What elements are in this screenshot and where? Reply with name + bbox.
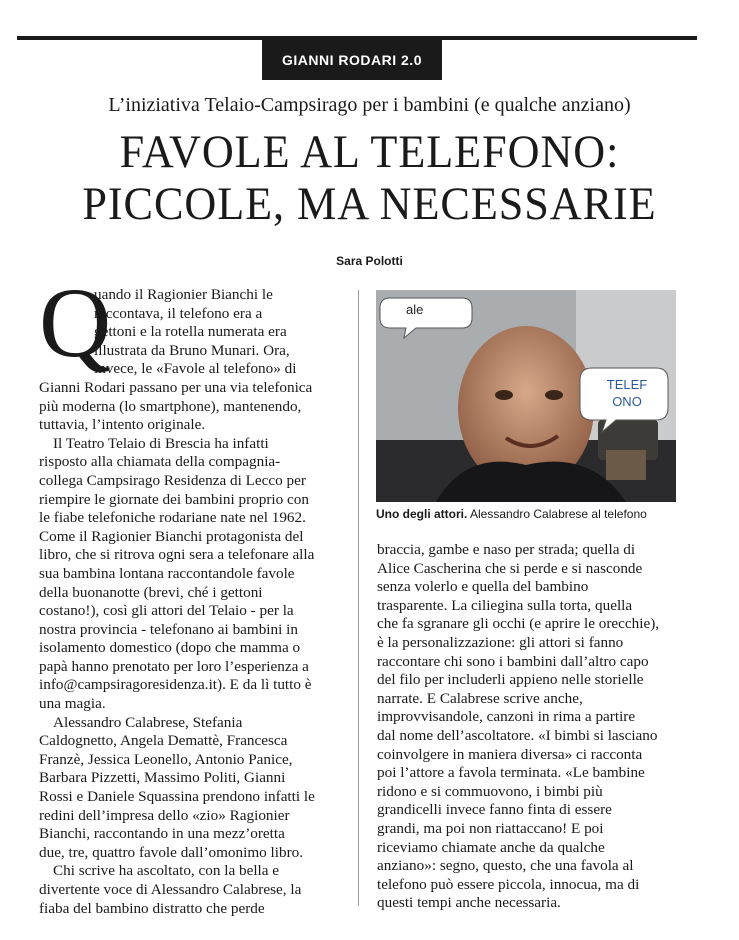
text-line: del filo per includerli appieno nelle storielle — [377, 671, 644, 689]
headline-line-1: FAVOLE AL TELEFONO: — [119, 126, 620, 178]
drop-cap: Q — [39, 267, 112, 378]
text-line: più moderna (lo smartphone), mantenendo, — [39, 397, 302, 415]
text-line: collega Campsirago Residenza di Lecco per — [39, 471, 306, 489]
text-line: divertente voce di Alessandro Calabrese, la — [39, 881, 302, 898]
text-line: è la personalizzazione: gli attori si fanno — [377, 633, 624, 651]
text-line: gettoni e la rotella numerata era — [94, 323, 287, 341]
text-line: Gianni Rodari passano per una via telefonica — [39, 378, 313, 396]
section-tag: GIANNI RODARI 2.0 — [262, 40, 442, 80]
text-line: braccia, gambe e naso per strada; quella di — [377, 541, 636, 558]
text-line: redini dell’impresa dello «zio» Ragionier — [39, 806, 290, 824]
text-line: coinvolgere in maniera diversa» ci racconta — [377, 745, 643, 763]
column-divider — [358, 290, 359, 906]
text-line: raccontare chi sono i bambini dall’altro capo — [377, 652, 649, 670]
photo-caption — [376, 507, 686, 521]
headline-line-2: PICCOLE, MA NECESSARIE — [82, 178, 657, 230]
text-line: nostra provincia - telefonano ai bambini in — [39, 620, 298, 638]
text-line: isolamento domestico (dopo che mamma o — [39, 639, 301, 657]
text-line: telefono può essere piccola, innocua, ma di — [377, 875, 640, 893]
text-line: sua bambina lontana raccontandole favole — [39, 564, 295, 582]
caption-text: Alessandro Calabrese al telefono — [467, 507, 647, 521]
text-line: che fa sgranare gli occhi (e aprire le orecchie), — [377, 615, 660, 633]
text-line: Il Teatro Telaio di Brescia ha infatti — [53, 434, 269, 452]
text-line: Come il Ragionier Bianchi protagonista del — [39, 527, 304, 545]
text-line: le fiabe telefoniche rodariane nate nel 1962. — [39, 509, 306, 527]
text-line: Rossi e Daniele Squassina prendono infatti le — [39, 788, 315, 806]
text-line: riceviamo chiamate anche da qualche — [377, 838, 605, 856]
text-line: raccontava, il telefono era a — [94, 304, 263, 322]
text-line: questi tempi anche necessaria. — [377, 894, 561, 912]
text-line: Alessandro Calabrese, Stefania — [53, 713, 243, 731]
text-line: libro, che si ritrova ogni sera a telefonare alla — [39, 546, 315, 564]
text-line: senza volerlo e quella del bambino — [377, 578, 589, 596]
speech-bubble-right: TELEF ONO — [606, 377, 648, 409]
text-line: illustrata da Bruno Munari. Ora, — [94, 341, 290, 359]
text-line: Barbara Pizzetti, Massimo Politi, Gianni — [39, 769, 286, 787]
headline — [22, 126, 717, 230]
text-line: Franzè, Jessica Leonello, Antonio Panice, — [39, 750, 293, 768]
text-line: dal nome dell’ascoltatore. «I bimbi si lasciano — [377, 726, 658, 744]
text-line: Chi scrive ha ascoltato, con la bella e — [53, 862, 280, 880]
text-line: poi l’attore a favola terminata. «Le bambine — [377, 764, 645, 782]
text-line: Caldognetto, Angela Demattè, Francesca — [39, 732, 288, 750]
article-photo — [376, 290, 676, 502]
text-line: grandicelli invece fanno finta di essere — [377, 801, 612, 819]
text-line: tuttavia, l’intento originale. — [39, 416, 206, 434]
byline: Sara Polotti — [336, 254, 403, 268]
text-line: invece, le «Favole al telefono» di — [94, 360, 297, 378]
text-line: riempire le giornate dei bambini proprio con — [39, 490, 309, 508]
kicker: L’iniziativa Telaio-Campsirago per i bambini (e qualche anziano) — [108, 94, 631, 116]
text-line: grandi, ma poi non riattaccano! E poi — [377, 819, 604, 837]
text-line: due, tre, quattro favole dall’omonimo libro. — [39, 843, 304, 861]
speech-bubble-left: ale — [406, 302, 424, 317]
text-line: trasparente. La ciliegina sulla torta, quella — [377, 596, 633, 614]
text-line: della buonanotte (brevi, ché i gettoni — [39, 583, 263, 601]
text-line: risposto alla chiamata della compagnia- — [39, 453, 281, 471]
text-line: Bianchi, raccontando in una mezz’oretta — [39, 825, 285, 843]
text-line: anziano»: segno, questo, che una favola al — [377, 857, 634, 875]
text-line: info@campsiragoresidenza.it). E da lì tutto è — [39, 676, 312, 694]
text-line: improvvisandole, canzoni in rima a partire — [377, 708, 636, 726]
article-column-right — [377, 541, 687, 913]
text-line: ridono e si commuovono, i bimbi più — [377, 782, 603, 800]
text-line: uando il Ragionier Bianchi le — [94, 286, 273, 303]
text-line: narrate. E Calabrese scrive anche, — [377, 689, 583, 707]
text-line: papà hanno prenotato per loro l’esperienza a — [39, 657, 309, 675]
article-column-left — [39, 286, 339, 918]
text-line: una magia. — [39, 695, 106, 713]
text-line: costano!), così gli attori del Telaio - per la — [39, 602, 294, 620]
text-line: Alice Cascherina che si perde e si nasconde — [377, 559, 643, 577]
caption-bold: Uno degli attori. — [376, 507, 468, 521]
text-line: fiaba del bambino distratto che perde — [39, 899, 265, 917]
